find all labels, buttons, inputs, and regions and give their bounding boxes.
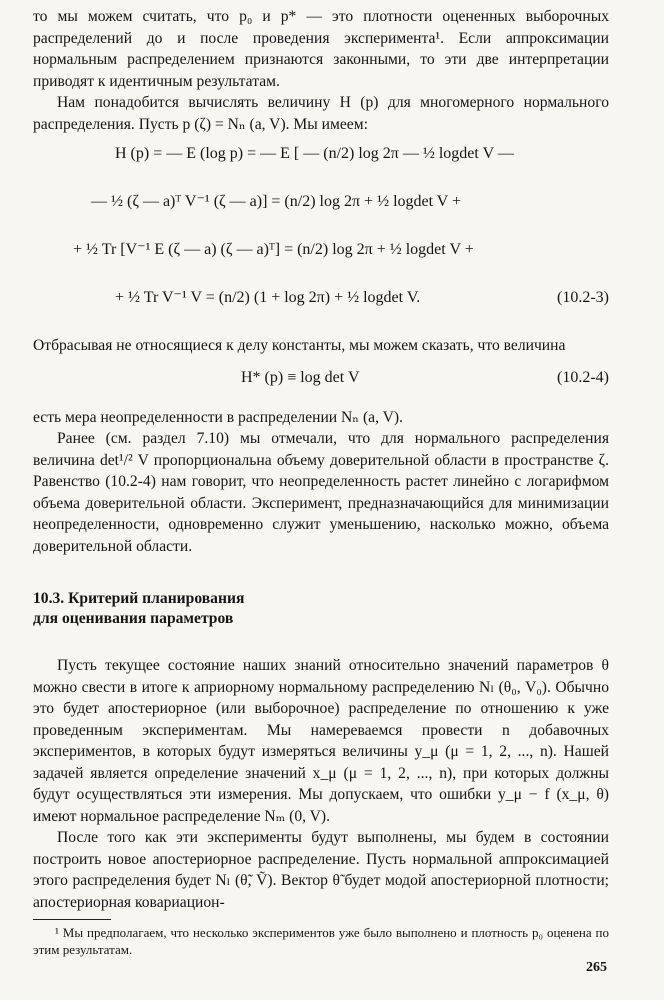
equation-text: — ½ (ζ — a)ᵀ V⁻¹ (ζ — a)] = (n/2) log 2π + ½ logdet V +: [91, 193, 462, 210]
section-heading: [33, 589, 609, 629]
paragraph-1: то мы можем считать, что p₀ и p* — это плотности оцененных выборочных распределений до и после проведения эксперимента¹. Если аппроксимации нормальным распределением признаются законными, то эти две интерпретации приводят к идентичным результатам.: [33, 8, 609, 90]
equation-text: H (p) = — E (log p) = — E [ — (n/2) log 2π — ½ logdet V —: [115, 145, 514, 162]
equation-text: + ½ Tr V⁻¹ V = (n/2) (1 + log 2π) + ½ logdet V.: [115, 289, 421, 306]
equation-tag: (10.2-3): [557, 289, 609, 306]
footnote-rule: [33, 919, 111, 920]
equation-text: H* (p) ≡ log det V: [241, 368, 360, 386]
equation-line-4: [33, 287, 609, 335]
section-heading-line-2: для оценивания параметров: [33, 610, 234, 627]
equation-line-5: [33, 367, 609, 407]
equation-text: + ½ Tr [V⁻¹ E (ζ — a) (ζ — a)ᵀ] = (n/2) log 2π + ½ logdet V +: [73, 241, 474, 258]
page-number: 265: [586, 960, 607, 975]
equation-line-3: [33, 239, 609, 287]
paragraph-3: Отбрасывая не относящиеся к делу константы, мы можем сказать, что величина: [33, 337, 566, 354]
paragraph-4: есть мера неопределенности в распределении Nₙ (a, V).: [33, 408, 403, 426]
equation-line-1: [33, 143, 609, 191]
equation-line-2: [33, 191, 609, 239]
page-body: [33, 6, 609, 958]
equation-tag: (10.2-4): [557, 368, 609, 386]
section-heading-line-1: 10.3. Критерий планирования: [33, 590, 245, 607]
paragraph-2: Нам понадобится вычислять величину H (p) для многомерного нормального распределения. Пусть p (ζ) = Nₙ (a, V). Мы имеем:: [33, 94, 609, 133]
paragraph-5: Ранее (см. раздел 7.10) мы отмечали, что для нормального распределения величина det¹/² V пропорциональна объему доверительной области в пространстве ζ. Равенство (10.2-4) нам говорит, что неопределенность растет линейно с логарифмом объема доверительной области. Эксперимент, предназначающийся для минимизации неопределенности, одновременно служит уменьшению, насколько можно, объема доверительной области.: [33, 430, 609, 555]
footnote: ¹ Мы предполагаем, что несколько экспериментов уже было выполнено и плотность p₀ оценена по этим результатам.: [33, 925, 609, 957]
paragraph-6: Пусть текущее состояние наших знаний относительно значений параметров θ можно свести в итоге к априорному нормальному распределению Nₗ (θ₀, V₀). Обычно это будет апостериорное (или выборочное) распределение по отношению к уже проведенным экспериментам. Мы намереваемся провести n добавочных экспериментов, в которых будут измеряться величины y_μ (μ = 1, 2, ..., n). Нашей задачей является определение значений x_μ (μ = 1, 2, ..., n), при которых должны будут осуществляться эти измерения. Мы допускаем, что ошибки y_μ − f (x_μ, θ) имеют нормальное распределение Nₘ (0, V).: [33, 657, 609, 825]
paragraph-7: После того как эти эксперименты будут выполнены, мы будем в состоянии построить новое апостериорное распределение. Пусть нормальной аппроксимацией этого распределения будет Nₗ (θ̃, Ṽ). Вектор θ̃ будет модой апостериорной плотности; апостериорная ковариацион-: [33, 829, 609, 911]
